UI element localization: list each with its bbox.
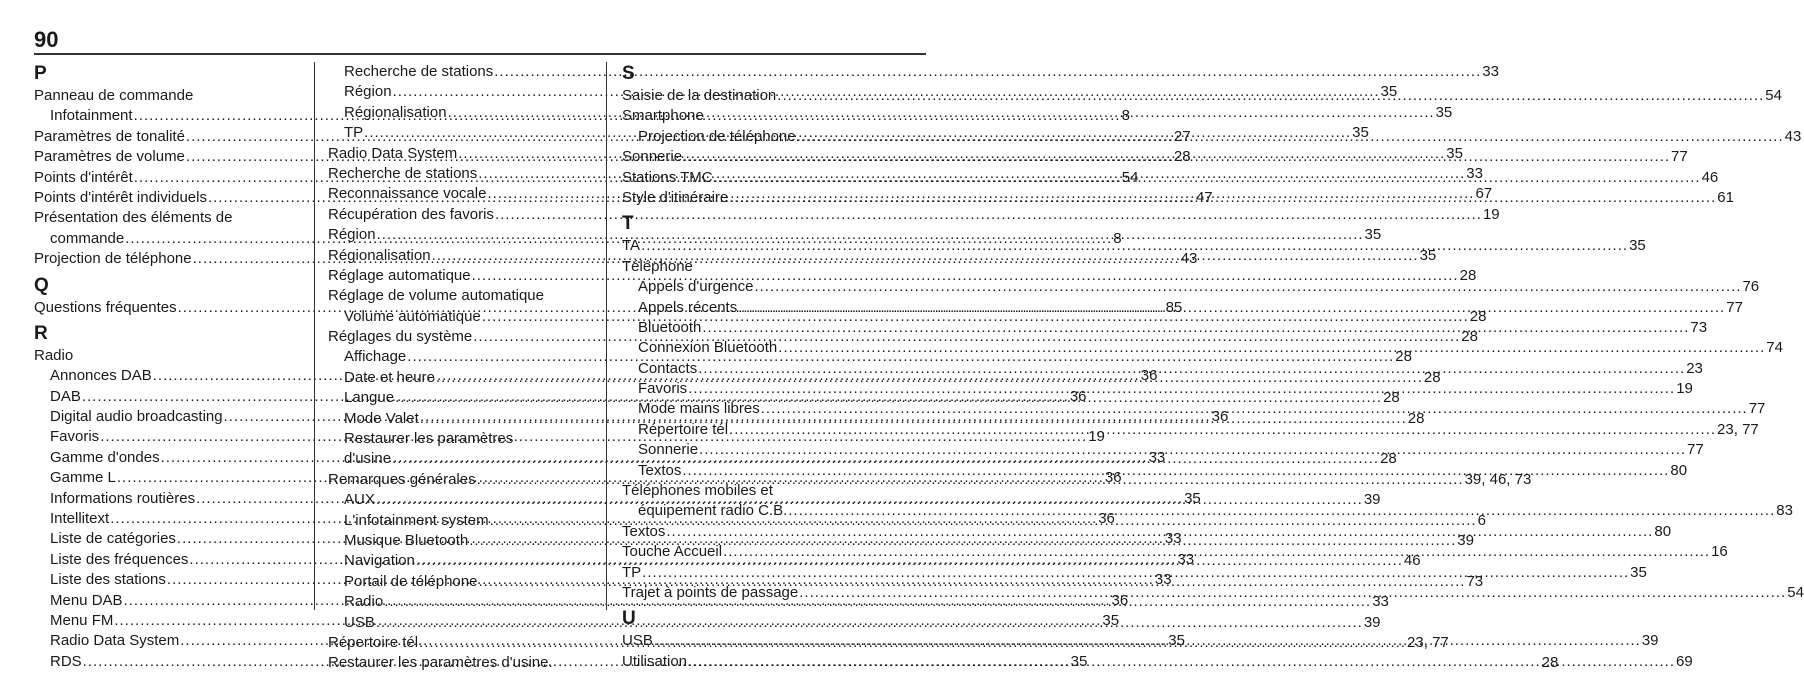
dot-leader bbox=[788, 501, 1775, 521]
index-entry-page: 16 bbox=[1711, 543, 1728, 561]
index-entry-term: Projection de téléphone bbox=[34, 250, 192, 268]
index-entry-term: Digital audio broadcasting bbox=[50, 408, 223, 426]
index-entry-term: Portail de téléphone bbox=[344, 572, 478, 590]
index-entry-page: 69 bbox=[1676, 652, 1693, 670]
index-entry-page: 33 bbox=[1177, 550, 1195, 568]
index-entry-term: Annonces DAB bbox=[50, 367, 152, 385]
index-entry-page: 73 bbox=[1690, 318, 1708, 336]
index-entry bbox=[328, 205, 1500, 225]
index-entry-page: 46 bbox=[1403, 552, 1421, 570]
index-entry-term: Points d'intérêt individuels bbox=[34, 188, 207, 206]
index-entry-page: 36 bbox=[1211, 408, 1229, 426]
index-entry-page: 28 bbox=[1461, 328, 1478, 346]
dot-leader bbox=[797, 127, 1784, 147]
index-entry-term: Style d'itinéraire bbox=[622, 188, 729, 206]
index-entry-term: commande bbox=[50, 229, 125, 247]
index-entry-term: Textos bbox=[622, 522, 666, 540]
index-entry-term: Gamme d'ondes bbox=[50, 448, 160, 466]
index-entry-term: Touche Accueil bbox=[622, 543, 723, 561]
index-entry-page: 43 bbox=[1180, 250, 1198, 268]
index-entry-term: Saisie de la destination bbox=[622, 87, 777, 104]
index-entry-page: 39 bbox=[1363, 491, 1381, 509]
index-entry-term: Gamme L bbox=[50, 469, 116, 487]
index-entry-term: Restaurer les paramètres d'usine. bbox=[328, 654, 553, 672]
dot-leader bbox=[699, 440, 1686, 460]
index-entry-page: 28 bbox=[1173, 148, 1191, 166]
dot-leader bbox=[688, 379, 1675, 399]
index-entry-term: Région bbox=[328, 226, 376, 244]
index-entry-page: 8 bbox=[1113, 229, 1122, 247]
index-entry-term: Liste des stations bbox=[50, 571, 166, 589]
index-entry-page: 33 bbox=[1148, 448, 1166, 466]
dot-leader bbox=[729, 420, 1716, 440]
dot-leader bbox=[714, 168, 1701, 188]
index-entry-page: 77 bbox=[1748, 400, 1766, 418]
index-entry-term: Questions fréquentes bbox=[34, 298, 177, 316]
index-entry-page: 39 bbox=[1641, 632, 1659, 650]
index-entry-term: Navigation bbox=[344, 552, 415, 570]
index-entry-term: Radio Data System bbox=[50, 632, 180, 650]
index-entry-page: 35 bbox=[1184, 489, 1201, 507]
index-heading: Smartphone bbox=[622, 107, 704, 125]
index-entry-term: Mode mains libres bbox=[638, 400, 760, 418]
index-entry-page: 36 bbox=[1111, 591, 1129, 609]
index-entry-term: Réglages du système bbox=[328, 328, 473, 346]
index-entry-term: Date et heure bbox=[344, 368, 435, 386]
index-entry-term: Musique Bluetooth bbox=[344, 531, 469, 549]
index-heading: Restaurer les paramètres bbox=[344, 430, 514, 448]
index-entry bbox=[622, 236, 1646, 256]
index-entry-term: USB bbox=[344, 613, 375, 631]
section-letter: S bbox=[622, 63, 635, 84]
index-entry-page: 54 bbox=[1787, 583, 1804, 601]
index-entry-term: Bluetooth bbox=[638, 318, 702, 336]
index-entry-page: 28 bbox=[1395, 348, 1412, 366]
index-entry-term: Récupération des favoris bbox=[328, 205, 494, 223]
index-entry-term: TP bbox=[622, 563, 642, 581]
index-entry-term: USB bbox=[622, 632, 653, 650]
section-letter: U bbox=[622, 608, 636, 630]
dot-leader bbox=[702, 318, 1689, 338]
dot-leader bbox=[683, 147, 1670, 167]
index-entry-term: TP bbox=[344, 124, 364, 142]
index-entry-term: Contacts bbox=[638, 359, 698, 377]
index-entry-page: 33 bbox=[1164, 530, 1182, 548]
index-entry-page: 54 bbox=[1765, 87, 1782, 104]
index-entry-term: AUX bbox=[344, 491, 375, 509]
index-entry-page: 35 bbox=[1070, 652, 1088, 670]
index-entry-term: Volume automatique bbox=[344, 307, 481, 325]
index-entry-page: 54 bbox=[1121, 168, 1139, 186]
index-entry-term: Menu FM bbox=[50, 611, 114, 629]
index-entry-term: Liste de catégories bbox=[50, 530, 176, 548]
index-heading: Téléphones mobiles et bbox=[622, 482, 773, 500]
dot-leader bbox=[761, 399, 1748, 419]
page-number: 90 bbox=[34, 27, 59, 52]
dot-leader bbox=[642, 563, 1629, 583]
index-entry-page: 36 bbox=[1104, 469, 1122, 487]
dot-leader bbox=[777, 86, 1764, 106]
index-entry-term: Textos bbox=[638, 461, 682, 479]
index-entry-term: Affichage bbox=[344, 348, 407, 366]
index-entry-page: 23, 77 bbox=[1717, 420, 1759, 438]
index-entry-term: Répertoire tél bbox=[638, 420, 729, 438]
dot-leader bbox=[729, 188, 1716, 208]
index-entry-term: Intellitext bbox=[50, 510, 110, 528]
index-entry-page: 28 bbox=[1459, 266, 1477, 284]
index-entry-page: 61 bbox=[1717, 188, 1734, 206]
index-entry-term: Recherche de stations bbox=[328, 164, 478, 182]
column-divider bbox=[314, 62, 315, 610]
index-entry-page: 36 bbox=[1098, 510, 1115, 528]
index-entry-page: 39 bbox=[1363, 613, 1381, 631]
index-entry-term: Réglage automatique bbox=[328, 266, 471, 284]
index-entry-page: 19 bbox=[1088, 428, 1105, 446]
index-entry-term: Appels d'urgence bbox=[638, 278, 754, 296]
index-entry-page: 33 bbox=[1482, 63, 1499, 80]
dot-leader bbox=[666, 522, 1653, 542]
index-entry-term: d'usine bbox=[344, 450, 392, 468]
index-heading: Présentation des éléments de bbox=[34, 209, 233, 227]
index-entry-term: DAB bbox=[50, 387, 81, 405]
index-entry-page: 6 bbox=[1477, 511, 1486, 529]
index-entry-term: Stations TMC bbox=[622, 168, 713, 186]
index-entry-page: 28 bbox=[1469, 307, 1487, 325]
index-entry-page: 8 bbox=[1121, 107, 1130, 125]
index-entry-page: 28 bbox=[1380, 450, 1397, 468]
index-entry-term: Favoris bbox=[50, 428, 100, 446]
index-entry-term: Connexion Bluetooth bbox=[638, 339, 778, 357]
dot-leader bbox=[698, 359, 1685, 379]
index-entry-term: équipement radio C.B. bbox=[638, 502, 788, 520]
dot-leader bbox=[754, 277, 1741, 297]
index-entry-term: Radio Data System bbox=[328, 144, 458, 162]
dot-leader bbox=[688, 652, 1675, 672]
index-entry-page: 28 bbox=[1407, 409, 1425, 427]
index-entry-page: 83 bbox=[1776, 502, 1793, 520]
index-entry-page: 39, 46, 73 bbox=[1464, 470, 1532, 488]
index-entry-page: 23, 77 bbox=[1407, 633, 1449, 651]
dot-leader bbox=[799, 583, 1786, 603]
index-entry-term: Informations routières bbox=[50, 489, 196, 507]
index-entry-page: 35 bbox=[1380, 83, 1398, 101]
index-entry-page: 74 bbox=[1766, 339, 1783, 357]
index-entry-page: 35 bbox=[1352, 124, 1369, 142]
dot-leader bbox=[654, 631, 1641, 651]
index-entry-page: 73 bbox=[1466, 572, 1484, 590]
index-entry-page: 19 bbox=[1676, 380, 1693, 398]
index-entry-term: L'infotainment system bbox=[344, 511, 489, 529]
section-letter: Q bbox=[34, 274, 49, 296]
index-entry-term: Répertoire tél bbox=[328, 633, 419, 651]
index-entry-page: 47 bbox=[1195, 188, 1213, 206]
index-entry-term: Régionalisation bbox=[344, 103, 447, 121]
index-entry-term: Favoris bbox=[638, 380, 688, 398]
index-entry-page: 19 bbox=[1482, 205, 1500, 223]
index-entry-page: 80 bbox=[1654, 522, 1672, 540]
index-entry-page: 28 bbox=[1383, 389, 1400, 407]
index-entry-term: Projection de téléphone bbox=[638, 127, 796, 145]
dot-leader bbox=[778, 338, 1765, 358]
index-entry-term: Points d'intérêt bbox=[34, 168, 133, 186]
dot-leader bbox=[682, 461, 1669, 481]
index-entry-term: Appels récents bbox=[638, 298, 738, 316]
index-entry-term: Utilisation bbox=[622, 652, 688, 670]
index-entry-page: 77 bbox=[1687, 441, 1704, 459]
index-entry-page: 80 bbox=[1670, 461, 1688, 479]
header-rule bbox=[34, 53, 926, 55]
dot-leader bbox=[738, 298, 1725, 318]
index-entry-term: Radio bbox=[344, 593, 384, 611]
index-heading: Téléphone bbox=[622, 257, 693, 275]
dot-leader bbox=[641, 236, 1628, 256]
index-entry-page: 77 bbox=[1726, 298, 1743, 316]
index-entry-page: 36 bbox=[1069, 387, 1087, 405]
index-entry-term: Reconnaissance vocale bbox=[328, 185, 487, 203]
index-entry-term: Régionalisation bbox=[328, 246, 431, 264]
index-entry-page: 35 bbox=[1446, 144, 1463, 162]
index-entry-page: 77 bbox=[1671, 148, 1688, 166]
dot-leader bbox=[723, 542, 1710, 562]
index-entry-page: 33 bbox=[1154, 571, 1172, 589]
index-entry-term: Infotainment bbox=[50, 107, 133, 125]
index-entry-page: 36 bbox=[1140, 367, 1158, 385]
index-entry bbox=[328, 225, 1382, 245]
index-entry-page: 33 bbox=[1466, 164, 1483, 182]
section-letter: R bbox=[34, 322, 48, 344]
index-entry-term: Remarques générales bbox=[328, 470, 476, 488]
index-entry-page: 85 bbox=[1165, 298, 1183, 316]
index-entry-page: 43 bbox=[1784, 127, 1802, 145]
index-entry-page: 28 bbox=[1541, 654, 1559, 672]
index-entry-page: 35 bbox=[1629, 237, 1646, 255]
section-letter: P bbox=[34, 63, 47, 84]
index-entry-page: 35 bbox=[1419, 246, 1437, 264]
index-entry-page: 27 bbox=[1173, 127, 1191, 145]
index-entry bbox=[622, 277, 1760, 297]
index-entry-page: 28 bbox=[1423, 368, 1441, 386]
index-entry-term: Menu DAB bbox=[50, 591, 123, 609]
index-heading: Réglage de volume automatique bbox=[328, 287, 544, 305]
index-entry-term: Liste des fréquences bbox=[50, 550, 189, 568]
index-entry-term: Sonnerie bbox=[622, 148, 683, 166]
index-entry-term: Trajet à points de passage bbox=[622, 583, 799, 601]
index-entry-page: 35 bbox=[1168, 632, 1185, 650]
index-entry bbox=[328, 62, 1499, 82]
section-letter: T bbox=[622, 213, 634, 235]
index-entry-term: RDS bbox=[50, 652, 82, 670]
index-heading: Radio bbox=[34, 346, 74, 364]
index-entry-term: Recherche de stations bbox=[344, 63, 494, 80]
index-entry-term: TA bbox=[622, 237, 641, 255]
index-entry-page: 46 bbox=[1701, 168, 1719, 186]
index-entry-page: 67 bbox=[1475, 185, 1493, 203]
index-entry-term: Sonnerie bbox=[638, 441, 699, 459]
index-entry-page: 35 bbox=[1630, 563, 1647, 581]
column-divider bbox=[606, 62, 607, 610]
index-entry-term: Mode Valet bbox=[344, 409, 419, 427]
index-entry-page: 23 bbox=[1686, 359, 1703, 377]
index-entry-term: Paramètres de tonalité bbox=[34, 127, 185, 145]
index-entry-page: 33 bbox=[1372, 593, 1389, 611]
index-heading: Panneau de commande bbox=[34, 87, 194, 104]
index-entry-term: Paramètres de volume bbox=[34, 148, 185, 166]
index-entry-page: 39 bbox=[1457, 531, 1474, 549]
index-entry-page: 76 bbox=[1742, 278, 1760, 296]
index-entry-page: 35 bbox=[1435, 103, 1453, 121]
index-entry-page: 35 bbox=[1364, 226, 1382, 244]
index-entry-term: Région bbox=[344, 83, 392, 101]
index-entry-page: 35 bbox=[1102, 611, 1120, 629]
index-entry-term: Langue bbox=[344, 389, 395, 407]
